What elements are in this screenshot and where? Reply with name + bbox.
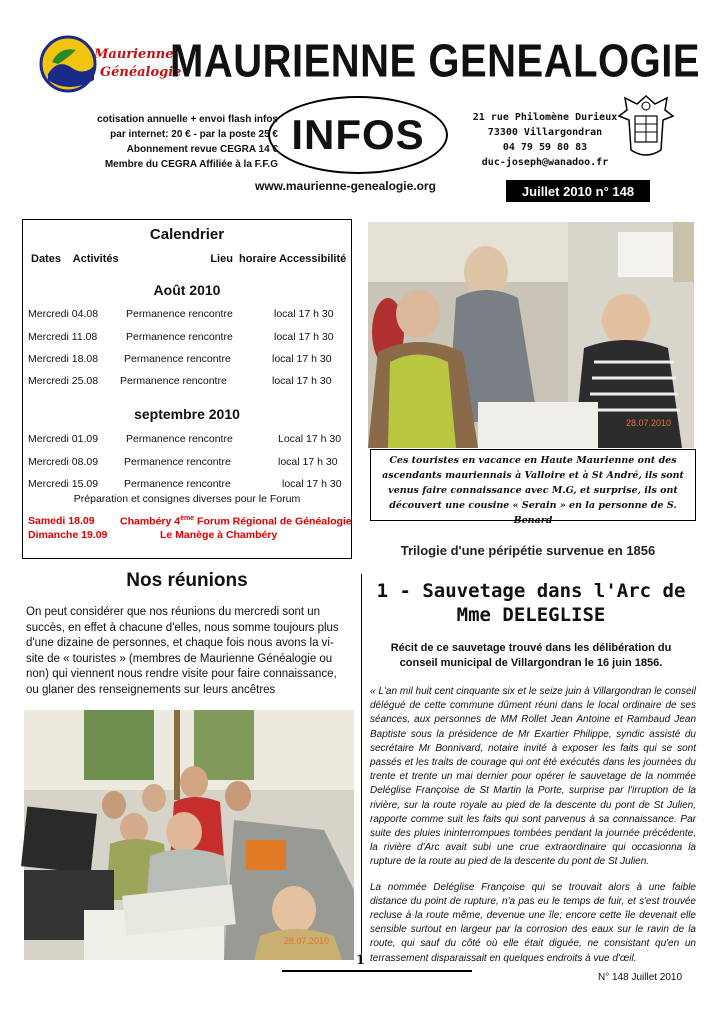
photo-date-stamp: 28.07.2010 (284, 936, 330, 946)
row-activity: Permanence rencontre (126, 433, 233, 445)
article-subtitle (368, 641, 694, 671)
row-activity: Permanence rencontre (120, 375, 227, 387)
photo-tourists-visit (368, 222, 694, 448)
event-sup: ème (180, 515, 195, 522)
reunions-text (26, 605, 346, 698)
row-place: local 17 h 30 (272, 353, 332, 365)
row-activity: Permanence rencontre (124, 456, 231, 468)
calendar-title: Calendrier (149, 226, 225, 243)
article-body (370, 685, 696, 977)
infos-oval (268, 96, 448, 174)
calendar-row (28, 353, 348, 367)
caption-line: venus faire connaissance avec M.G, et surprise, ils ont (388, 485, 678, 496)
event-title: Forum Régional de Généalogie (194, 515, 352, 528)
calendar-row (28, 456, 348, 470)
event-date: Dimanche 19.09 (28, 529, 108, 541)
subscription-line: cotisation annuelle + envoi flash infos (97, 114, 278, 125)
article-title (368, 579, 694, 627)
caption-line: ascendants mauriennais à Valloire et à St André, ils sont (382, 470, 684, 481)
page-number: 1 (356, 953, 366, 968)
text-line: On peut considérer que nos réunions du mercredi sont un (26, 606, 321, 618)
forum-event-row (28, 529, 348, 543)
caption-line: découvert une cousine « Serain » en la personne de S. Benard (389, 500, 677, 526)
row-date: Mercredi 15.09 (28, 478, 99, 490)
row-place: local 17 h 30 (282, 478, 342, 490)
subscription-line: Abonnement revue CEGRA 14 € (126, 144, 278, 155)
subtitle-line: Récit de ce sauvetage trouvé dans les délibération du (390, 642, 672, 654)
photo-caption (370, 449, 696, 526)
row-activity: Permanence rencontre (124, 353, 231, 365)
subtitle-line: conseil municipal de Villargondran le 16 juin 1856. (399, 657, 663, 669)
event-date: Samedi 18.09 (28, 515, 95, 527)
article-title-line: 1 - Sauvetage dans l'Arc de (376, 580, 686, 602)
row-place: local 17 h 30 (278, 456, 338, 468)
subscription-line: Membre du CEGRA Affiliée à la F.F.G (104, 159, 278, 170)
text-line: ou glaner des renseignements sur leurs ancêtres (26, 683, 276, 696)
subscription-line: par internet: 20 € - par la poste 25 € (110, 129, 278, 140)
contact-address (470, 110, 620, 170)
row-place: local 17 h 30 (274, 331, 334, 343)
month-heading-september: septembre 2010 (134, 406, 240, 422)
calendar-row (28, 331, 348, 345)
photo-date-stamp: 28.07.2010 (626, 418, 672, 428)
article-kicker: Trilogie d'une péripétie survenue en 1856 (400, 543, 656, 558)
calendar-header: Dates Activités Lieu horaire Accessibilité (31, 253, 347, 265)
row-date: Mercredi 04.08 (28, 308, 99, 320)
coat-of-arms-icon (615, 90, 677, 162)
article-paragraph: « L'an mil huit cent cinquante six et le seize juin à Villargondran le conseil délégué de cette commune dûment réuni dans le local ordinaire de ses séances, aux personnes de MM Rollet Jean Antoine et Rambaud Jean Baptiste sous la présidence de Mr Exartier Philippe, syndic assisté du secrétaire Mr Bonnivard, notaire invité à exposer les faits qui se sont passés et les traits de courage qui ont été exécutés dans les journées du trente et trente un mai dernier pour opérer le sauvetage de la nommée Deléglise Françoise de St Martin la Porte, surprise par l'irruption de la rivière, sur la route royale au pied de la descente du pont de St Julien, rapporte comme suit les faits qui sont parvenus à sa connaissance. Par suite des pluies ininterrompues tombées pendant la journée précédente, la rivière d'Arc avait subi une crue extraordinaire qui occasionna la rupture de la route au pied de la descente du pont de St Julien. (370, 686, 696, 868)
text-line: site de « touristes » (membres de Maurienne Généalogie ou (26, 652, 333, 665)
row-date: Mercredi 08.09 (28, 456, 99, 468)
month-heading-august: Août 2010 (153, 282, 221, 298)
row-date: Mercredi 25.08 (28, 375, 99, 387)
issue-label: Juillet 2010 n° 148 (521, 183, 635, 199)
calendar-row (28, 478, 348, 492)
article-title-line: Mme DELEGLISE (456, 604, 606, 626)
event-text (120, 515, 352, 528)
text-line: succès, en effet à chacune d'elles, nous somme toujours plus (26, 621, 339, 634)
email-line[interactable]: duc-joseph@wanadoo.fr (481, 157, 609, 168)
calendar-box (22, 219, 352, 559)
forum-note: Préparation et consignes diverses pour le Forum (73, 493, 301, 505)
calendar-row (28, 375, 348, 389)
infos-label: INFOS (291, 111, 425, 158)
footer-rule (282, 970, 472, 972)
phone-line: 04 79 59 80 83 (502, 142, 588, 153)
article-paragraph: La nommée Deléglise Françoise qui se trouvait alors à une faible distance du point de rupture, n'a pas eu le temps de fuir, et s'est trouvée recluse à la route même, devenue une île; encore cette île devenait elle sensible surtout en largeur par la corrosion des eaux sur le ravin de la route, qui sauf du côté où elle était diguée, ne consistant qu'en un terrassement disparaissait en quelques endroits à vue d'œil. (370, 881, 696, 964)
section-title-reunions: Nos réunions (126, 570, 248, 591)
row-date: Mercredi 11.08 (28, 331, 98, 343)
row-date: Mercredi 01.09 (28, 433, 99, 445)
column-divider (361, 574, 362, 954)
subscription-info (28, 112, 278, 172)
association-logo (38, 28, 182, 98)
calendar-row (28, 433, 348, 447)
text-line: non) qui viennent nous rendre visite pour faire connaissance, (26, 668, 337, 680)
logo-text-1: Maurienne (94, 47, 174, 62)
row-place: local 17 h 30 (272, 375, 332, 387)
event-title: Le Manège à Chambéry (160, 529, 278, 541)
address-line: 73300 Villargondran (487, 127, 603, 138)
row-activity: Permanence rencontre (126, 331, 233, 343)
row-activity: Permanence rencontre (124, 478, 231, 490)
row-activity: Permanence rencontre (126, 308, 233, 320)
newsletter-title: MAURIENNE GENEALOGIE (170, 36, 701, 87)
text-line: d'une dizaine de personnes, et chaque fois nous avons la vi- (26, 637, 334, 649)
forum-event-row (28, 515, 352, 529)
logo-text-2: Généalogie (100, 65, 182, 80)
footer-issue: N° 148 Juillet 2010 (598, 972, 683, 983)
row-date: Mercredi 18.08 (28, 353, 99, 365)
issue-badge (506, 180, 650, 202)
event-place: Chambéry 4 (120, 515, 181, 528)
address-line: 21 rue Philomène Durieux (472, 112, 618, 123)
caption-line: Ces touristes en vacance en Haute Maurienne ont des (389, 455, 677, 466)
website-link[interactable]: www.maurienne-genealogie.org (255, 179, 436, 193)
row-place: Local 17 h 30 (278, 433, 342, 445)
row-place: local 17 h 30 (274, 308, 334, 320)
calendar-row (28, 308, 348, 322)
photo-meeting-room (24, 710, 354, 960)
